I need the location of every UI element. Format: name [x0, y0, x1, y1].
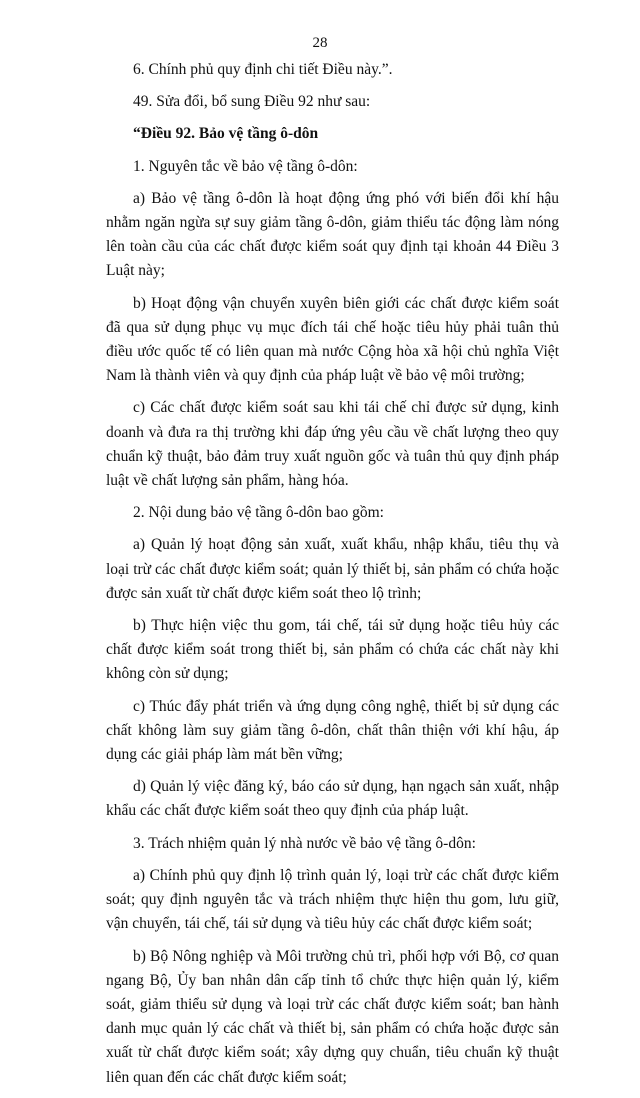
paragraph-1a: a) Bảo vệ tầng ô-dôn là hoạt động ứng phó với biến đổi khí hậu nhằm ngăn ngừa sự suy giảm tầng ô-dôn, giảm thiểu tác động làm nóng lên toàn cầu của các chất được kiểm soát quy định tại khoản 44 Điều 3 Luật này;	[106, 189, 559, 280]
paragraph-section-2: 2. Nội dung bảo vệ tầng ô-dôn bao gồm:	[133, 504, 384, 522]
paragraph-1b: b) Hoạt động vận chuyển xuyên biên giới các chất được kiểm soát đã qua sử dụng phục vụ mục đích tái chế hoặc tiêu hủy phải tuân thủ điều ước quốc tế có liên quan mà nước Cộng hòa xã hội chủ nghĩa Việt Nam là thành viên và quy định của pháp luật về bảo vệ môi trường;	[106, 294, 559, 385]
paragraph-2d: d) Quản lý việc đăng ký, báo cáo sử dụng, hạn ngạch sản xuất, nhập khẩu các chất được kiểm soát theo quy định của pháp luật.	[106, 778, 559, 820]
paragraph-2c: c) Thúc đẩy phát triển và ứng dụng công nghệ, thiết bị sử dụng các chất không làm suy giảm tầng ô-dôn, chất thân thiện với khí hậu, áp dụng các giải pháp làm mát bền vững;	[106, 697, 559, 764]
paragraph-1c: c) Các chất được kiểm soát sau khi tái chế chỉ được sử dụng, kinh doanh và đưa ra thị trường khi đáp ứng yêu cầu về chất lượng theo quy chuẩn kỹ thuật, bảo đảm truy xuất nguồn gốc và tuân thủ quy định pháp luật về chất lượng sản phẩm, hàng hóa.	[106, 399, 559, 490]
paragraph-2a: a) Quản lý hoạt động sản xuất, xuất khẩu, nhập khẩu, tiêu thụ và loại trừ các chất được kiểm soát; quản lý thiết bị, sản phẩm có chứa hoặc được sản xuất từ chất được kiểm soát theo lộ trình;	[106, 536, 559, 602]
article-92-heading: “Điều 92. Bảo vệ tầng ô-dôn	[133, 125, 319, 143]
paragraph-amendment-49: 49. Sửa đổi, bổ sung Điều 92 như sau:	[133, 93, 371, 111]
paragraph-section-3: 3. Trách nhiệm quản lý nhà nước về bảo vệ tầng ô-dôn:	[133, 834, 476, 852]
document-body	[106, 58, 559, 1098]
page-number: 28	[312, 35, 328, 51]
paragraph-section-1: 1. Nguyên tắc về bảo vệ tầng ô-dôn:	[133, 157, 358, 175]
paragraph-2b: b) Thực hiện việc thu gom, tái chế, tái sử dụng hoặc tiêu hủy các chất được kiểm soát trong thiết bị, sản phẩm có chứa các chất này khi không còn sử dụng;	[106, 617, 559, 683]
paragraph-3a: a) Chính phủ quy định lộ trình quản lý, loại trừ các chất được kiểm soát; quy định nguyên tắc và trách nhiệm thực hiện thu gom, lưu giữ, vận chuyển, tái chế, tái sử dụng và tiêu hủy các chất được kiểm soát;	[106, 866, 559, 933]
paragraph-clause-6: 6. Chính phủ quy định chi tiết Điều này.”.	[133, 61, 393, 78]
paragraph-3b: b) Bộ Nông nghiệp và Môi trường chủ trì, phối hợp với Bộ, cơ quan ngang Bộ, Ủy ban nhân dân cấp tỉnh tổ chức thực hiện quản lý, kiểm soát, giảm thiểu sử dụng và loại trừ các chất được kiểm soát; ban hành danh mục quản lý các chất và thiết bị, sản phẩm có chứa hoặc được sản xuất từ chất được kiểm soát; xây dựng quy chuẩn, tiêu chuẩn kỹ thuật liên quan đến các chất được kiểm soát;	[106, 947, 559, 1086]
